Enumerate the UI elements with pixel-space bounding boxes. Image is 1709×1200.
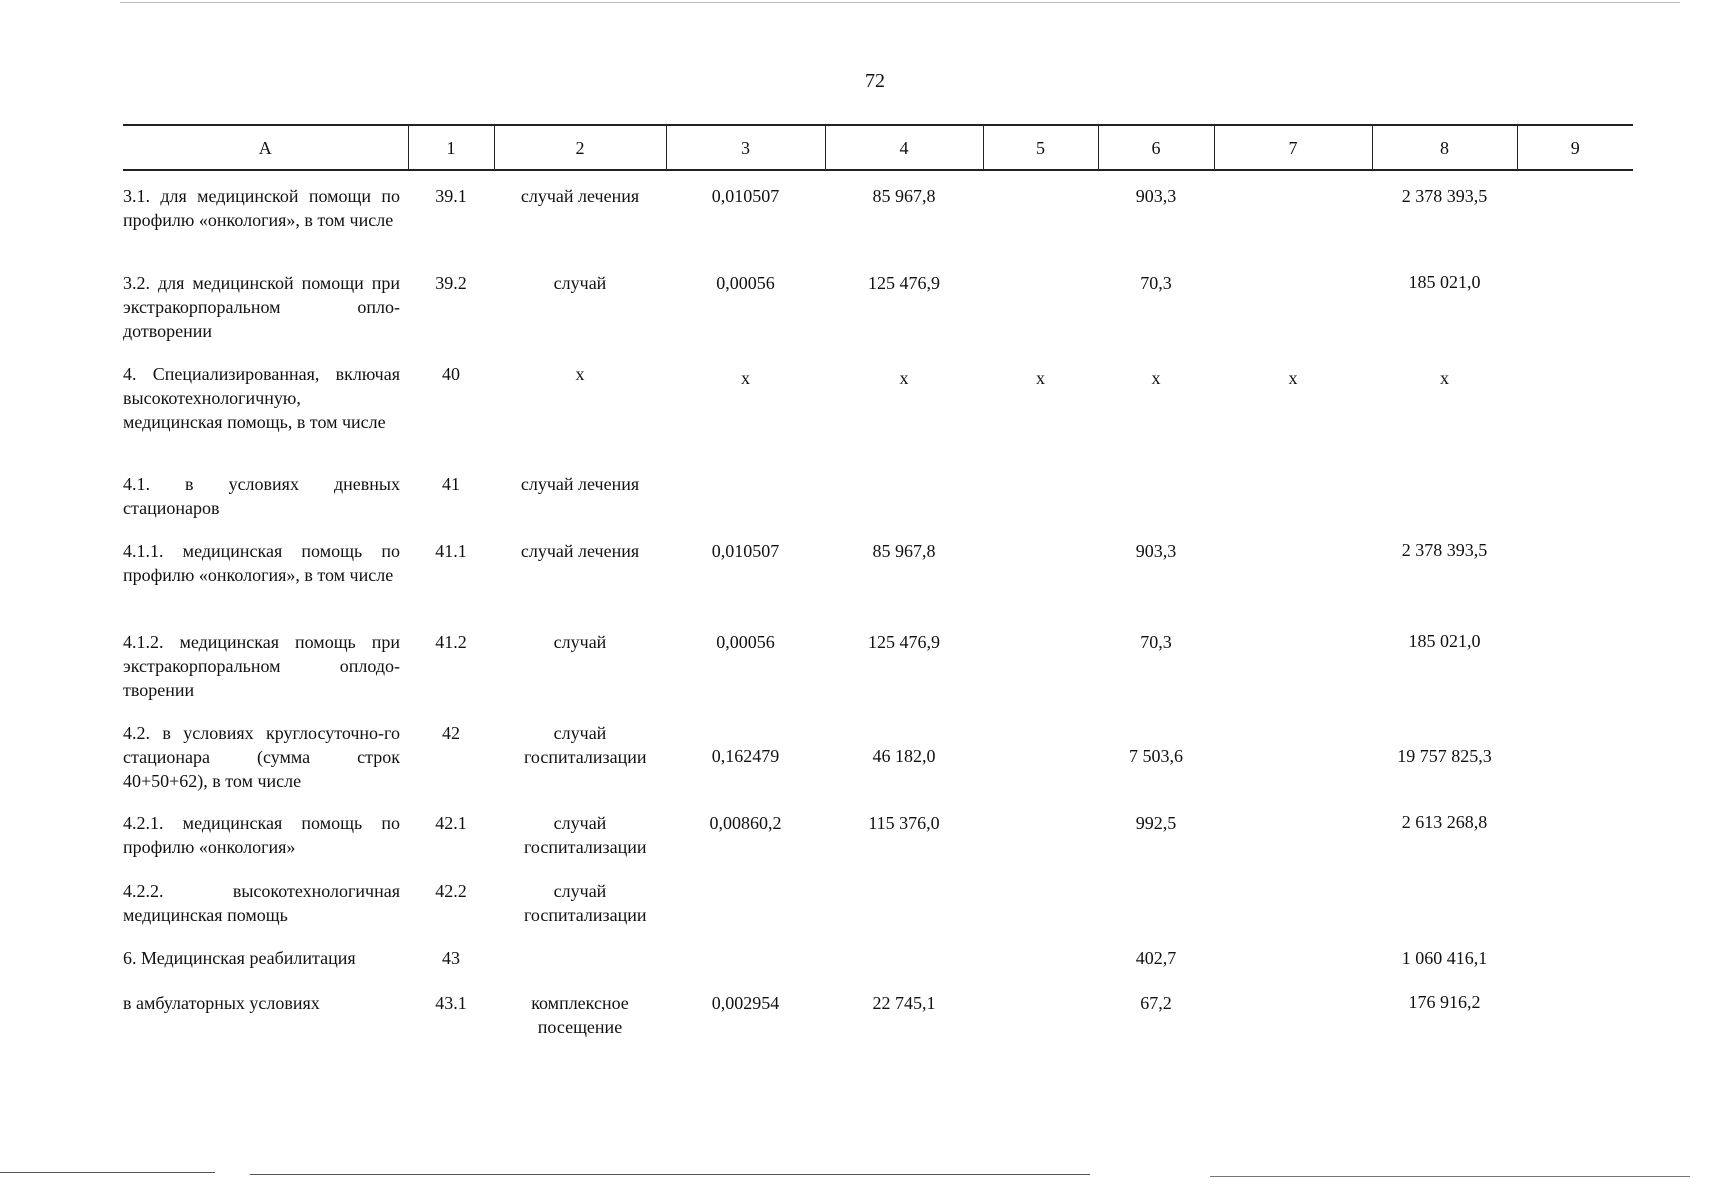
row-code: 41 [442, 474, 460, 494]
row-value-7 [1214, 985, 1372, 1045]
row-value-6 [1098, 466, 1214, 533]
row-description: 4.1.2. медицинская помощь при экстракорпоральном оплодо-творении [123, 632, 400, 700]
row-unit: случай лечения [520, 186, 640, 206]
row-value-9 [1517, 624, 1633, 715]
row-value-4: 46 182,0 [872, 746, 936, 766]
row-value-6: 903,3 [1135, 541, 1177, 561]
row-value-4: 85 967,8 [872, 186, 936, 206]
row-unit: комплексное посещение [531, 993, 629, 1037]
row-value-8 [1372, 873, 1517, 940]
row-unit: случай лечения [520, 474, 640, 494]
row-code: 42 [442, 723, 460, 743]
row-value-9 [1517, 985, 1633, 1045]
header-cell: 2 [494, 125, 666, 170]
row-value-3: 0,010507 [711, 186, 780, 206]
row-value-7: х [1288, 368, 1298, 388]
table-row [123, 170, 1633, 260]
row-value-8 [1372, 466, 1517, 533]
row-code: 42.1 [435, 813, 467, 833]
row-value-6: х [1151, 368, 1161, 388]
row-value-7 [1214, 624, 1372, 715]
row-code: 41.1 [435, 541, 467, 561]
row-value-7 [1214, 466, 1372, 533]
scan-line-bottom-left [0, 1172, 215, 1173]
row-value-9 [1517, 466, 1633, 533]
table-row [123, 873, 1633, 940]
row-value-5 [983, 940, 1098, 985]
row-value-3: х [741, 368, 750, 388]
table-row [123, 352, 1633, 466]
table-row [123, 985, 1633, 1045]
page-number: 72 [865, 70, 885, 92]
table-row [123, 533, 1633, 624]
row-value-4: 115 376,0 [868, 813, 940, 833]
row-value-9 [1517, 533, 1633, 624]
row-code: 39.1 [435, 186, 467, 206]
row-value-4 [825, 873, 983, 940]
row-value-3: 0,162479 [711, 746, 780, 766]
row-value-6: 70,3 [1140, 632, 1172, 652]
row-value-4 [825, 940, 983, 985]
row-value-9 [1517, 873, 1633, 940]
row-code: 39.2 [435, 273, 467, 293]
header-row [123, 125, 1633, 170]
row-value-6 [1098, 873, 1214, 940]
row-value-7 [1214, 873, 1372, 940]
row-value-8: 176 916,2 [1408, 992, 1481, 1012]
row-value-6: 67,2 [1140, 993, 1172, 1013]
row-description: 3.2. для медицинской помощи при экстракорпоральном опло-дотворении [123, 273, 400, 341]
header-cell: 4 [825, 125, 983, 170]
row-value-6: 992,5 [1135, 813, 1177, 833]
row-value-9 [1517, 170, 1633, 260]
row-value-5 [983, 985, 1098, 1045]
row-unit: случай [553, 273, 607, 293]
row-description: в амбулаторных условиях [123, 993, 320, 1013]
scan-line-bottom-right [1210, 1176, 1690, 1177]
row-value-7 [1214, 170, 1372, 260]
row-value-8: х [1440, 368, 1449, 388]
row-code: 40 [442, 364, 460, 384]
row-value-6: 402,7 [1135, 948, 1177, 968]
row-value-3 [666, 940, 825, 985]
row-value-9 [1517, 806, 1633, 873]
row-value-4: х [899, 368, 909, 388]
row-value-3: 0,002954 [711, 993, 780, 1013]
row-value-4: 85 967,8 [872, 541, 936, 561]
row-value-7 [1214, 533, 1372, 624]
header-cell: 9 [1517, 125, 1633, 170]
row-unit: случай лечения [520, 541, 640, 561]
row-value-3 [666, 873, 825, 940]
row-unit: случай госпитализации [524, 881, 647, 925]
row-value-5 [983, 466, 1098, 533]
scan-line-bottom-mid [250, 1174, 1090, 1175]
data-table [123, 124, 1633, 1045]
row-code: 41.2 [435, 632, 467, 652]
table-row [123, 466, 1633, 533]
row-value-8: 2 613 268,8 [1401, 812, 1488, 832]
row-description: 4.1.1. медицинская помощь по профилю «онкология», в том числе [123, 541, 400, 585]
row-value-3: 0,00056 [716, 273, 775, 293]
row-value-6: 70,3 [1140, 273, 1172, 293]
row-value-3 [666, 466, 825, 533]
row-value-8: 1 060 416,1 [1401, 948, 1488, 968]
table-row [123, 806, 1633, 873]
row-description: 3.1. для медицинской помощи по профилю «онкология», в том числе [123, 186, 400, 230]
row-value-7 [1214, 260, 1372, 352]
row-value-5 [983, 170, 1098, 260]
row-value-9 [1517, 940, 1633, 985]
row-value-7 [1214, 940, 1372, 985]
row-description: 4.2.1. медицинская помощь по профилю «онкология» [123, 813, 400, 857]
header-cell: 5 [983, 125, 1098, 170]
table-row [123, 715, 1633, 806]
header-cell: А [123, 125, 408, 170]
row-description: 4.2. в условиях круглосуточно-го стационара (сумма строк 40+50+62), в том числе [123, 723, 400, 791]
row-code: 43 [442, 948, 460, 968]
row-description: 4.2.2. высокотехнологичная медицинская помощь [123, 881, 400, 925]
table-row [123, 260, 1633, 352]
header-cell: 3 [666, 125, 825, 170]
row-value-6: 903,3 [1135, 186, 1177, 206]
header-cell: 7 [1214, 125, 1372, 170]
row-value-3: 0,010507 [711, 541, 780, 561]
row-value-8: 2 378 393,5 [1401, 540, 1488, 560]
row-unit: случай госпитализации [524, 813, 647, 857]
header-cell: 1 [408, 125, 494, 170]
header-cell: 6 [1098, 125, 1214, 170]
row-value-5: х [1036, 368, 1045, 388]
row-value-7 [1214, 806, 1372, 873]
row-value-8: 185 021,0 [1408, 272, 1481, 292]
row-value-3: 0,00056 [716, 632, 775, 652]
row-unit [494, 940, 666, 985]
row-value-8: 2 378 393,5 [1401, 186, 1488, 206]
row-value-5 [983, 260, 1098, 352]
row-value-4: 22 745,1 [872, 993, 936, 1013]
row-value-5 [983, 806, 1098, 873]
row-description: 6. Медицинская реабилитация [123, 948, 356, 968]
row-value-8: 19 757 825,3 [1397, 746, 1492, 766]
row-value-3: 0,00860,2 [709, 813, 782, 833]
row-value-5 [983, 533, 1098, 624]
row-value-9 [1517, 260, 1633, 352]
row-description: 4.1. в условиях дневных стационаров [123, 474, 400, 518]
row-value-4: 125 476,9 [868, 273, 940, 293]
table-row [123, 940, 1633, 985]
row-value-7 [1214, 715, 1372, 806]
row-value-9 [1517, 715, 1633, 806]
row-value-9 [1517, 352, 1633, 466]
row-value-5 [983, 715, 1098, 806]
row-value-6: 7 503,6 [1129, 746, 1183, 766]
row-code: 43.1 [435, 993, 467, 1013]
row-value-4: 125 476,9 [868, 632, 940, 652]
row-value-4 [825, 466, 983, 533]
header-cell: 8 [1372, 125, 1517, 170]
row-unit: случай госпитализации [524, 723, 647, 767]
row-unit: х [575, 364, 585, 384]
scan-line-top [120, 2, 1680, 3]
row-value-8: 185 021,0 [1408, 631, 1481, 651]
row-description: 4. Специализированная, включая высокотехнологичную, медицинская помощь, в том числе [123, 364, 400, 432]
row-code: 42.2 [435, 881, 467, 901]
row-unit: случай [553, 632, 607, 652]
row-value-5 [983, 624, 1098, 715]
table-row [123, 624, 1633, 715]
row-value-5 [983, 873, 1098, 940]
